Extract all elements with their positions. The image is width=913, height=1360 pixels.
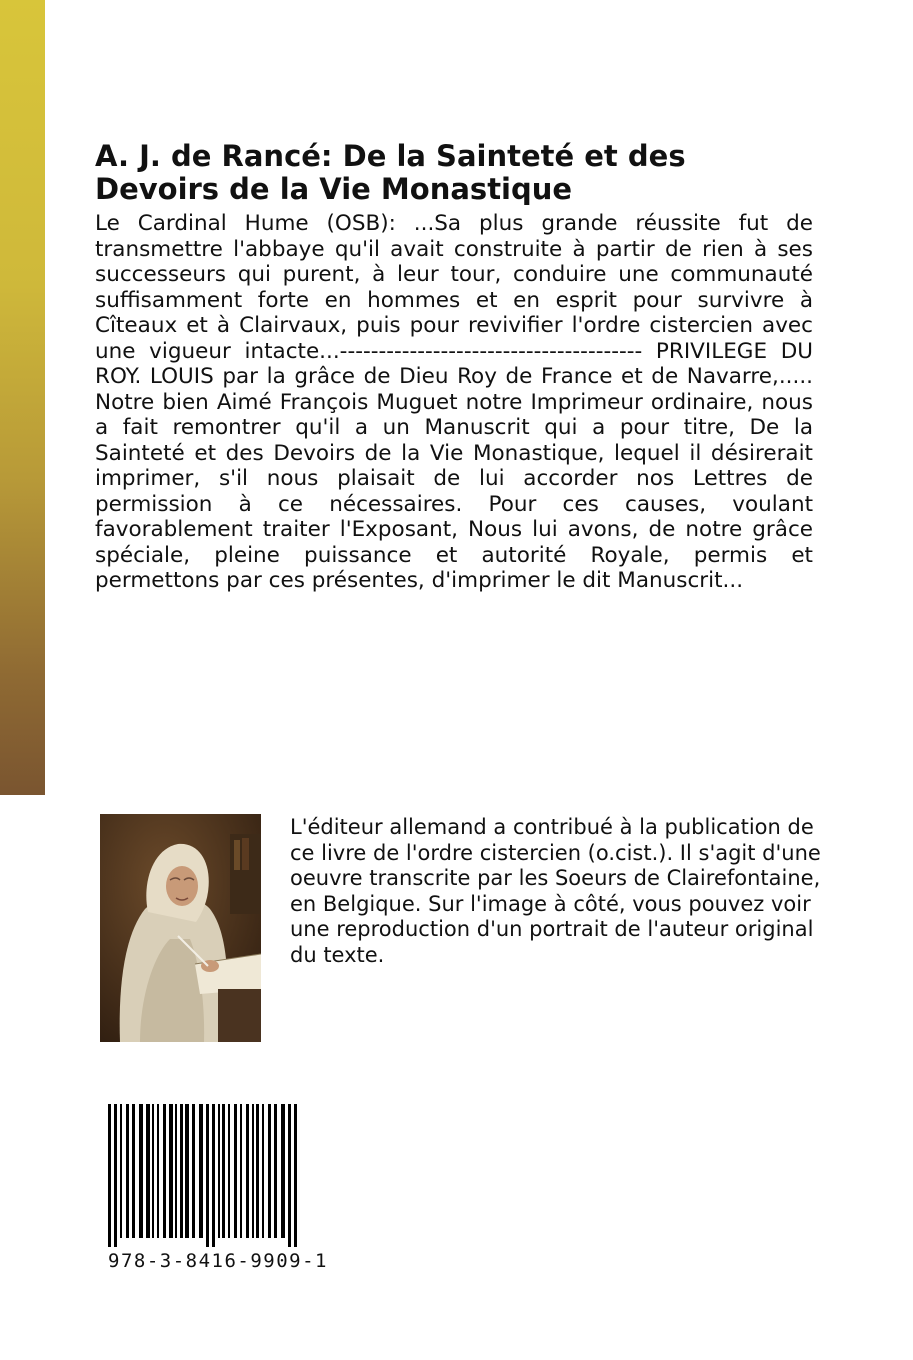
- barcode-bar: [281, 1104, 285, 1238]
- barcode-bar: [180, 1104, 183, 1238]
- barcode-bar: [240, 1104, 242, 1238]
- barcode-bar: [108, 1104, 111, 1247]
- isbn-number: 978-3-8416-9909-1: [108, 1250, 328, 1272]
- barcode-bar: [175, 1104, 177, 1238]
- barcode-bar: [163, 1104, 166, 1238]
- barcode-bar: [252, 1104, 254, 1238]
- barcode-bar: [132, 1104, 135, 1238]
- barcode-bar: [157, 1104, 159, 1238]
- barcode-bar: [274, 1104, 277, 1238]
- author-portrait: [100, 814, 261, 1042]
- barcode-bar: [192, 1104, 195, 1238]
- barcode-bar: [199, 1104, 203, 1238]
- barcode-bar: [294, 1104, 297, 1247]
- barcode-bar: [152, 1104, 154, 1238]
- book-description: Le Cardinal Hume (OSB): ...Sa plus grande réussite fut de transmettre l'abbaye qu'il avait construite à partir de rien à ses successeurs qui purent, à leur tour, conduire une communauté suffisamment forte en hommes et en esprit pour survivre à Cîteaux et à Clairvaux, puis pour revivifier l'ordre cistercien avec une vigueur intacte...--------------------------------------- PRIVILEGE DU ROY. LOUIS par la grâce de Dieu Roy de France et de Navarre,..... Notre bien Aimé François Muguet notre Imprimeur ordinaire, nous a fait remontrer qu'il a un Manuscrit qui a pour titre, De la Sainteté et des Devoirs de la Vie Monastique, lequel il désirerait imprimer, s'il nous plaisait de lui accorder nos Lettres de permission à ce nécessaires. Pour ces causes, voulant favorablement traiter l'Exposant, Nous lui avons, de notre grâce spéciale, pleine puissance et autorité Royale, permis et permettons par ces présentes, d'imprimer le dit Manuscrit...: [95, 211, 813, 593]
- isbn-barcode: [108, 1104, 356, 1247]
- barcode-bar: [139, 1104, 143, 1238]
- barcode-bar: [169, 1104, 173, 1238]
- barcode-bar: [246, 1104, 249, 1238]
- barcode-bar: [256, 1104, 259, 1238]
- spine-color-band: [0, 0, 45, 795]
- barcode-bar: [228, 1104, 230, 1238]
- barcode-bar: [234, 1104, 237, 1238]
- publisher-note: L'éditeur allemand a contribué à la publication de ce livre de l'ordre cistercien (o.cist.). Il s'agit d'une oeuvre transcrite par les Soeurs de Clairefontaine, en Belgique. Sur l'image à côté, vous pouvez voir une reproduction d'un portrait de l'auteur original du texte.: [290, 815, 821, 967]
- barcode-bar: [288, 1104, 291, 1247]
- barcode-bar: [212, 1104, 215, 1247]
- barcode-bar: [126, 1104, 129, 1238]
- barcode-bar: [146, 1104, 150, 1238]
- barcode-bar: [114, 1104, 117, 1247]
- barcode-bar: [218, 1104, 220, 1238]
- barcode-bar: [268, 1104, 271, 1238]
- barcode-bar: [120, 1104, 122, 1238]
- barcode-bar: [206, 1104, 209, 1247]
- barcode-bar: [262, 1104, 264, 1238]
- barcode-bar: [185, 1104, 189, 1238]
- book-title: A. J. de Rancé: De la Sainteté et des Devoirs de la Vie Monastique: [95, 139, 686, 206]
- barcode-bar: [222, 1104, 225, 1238]
